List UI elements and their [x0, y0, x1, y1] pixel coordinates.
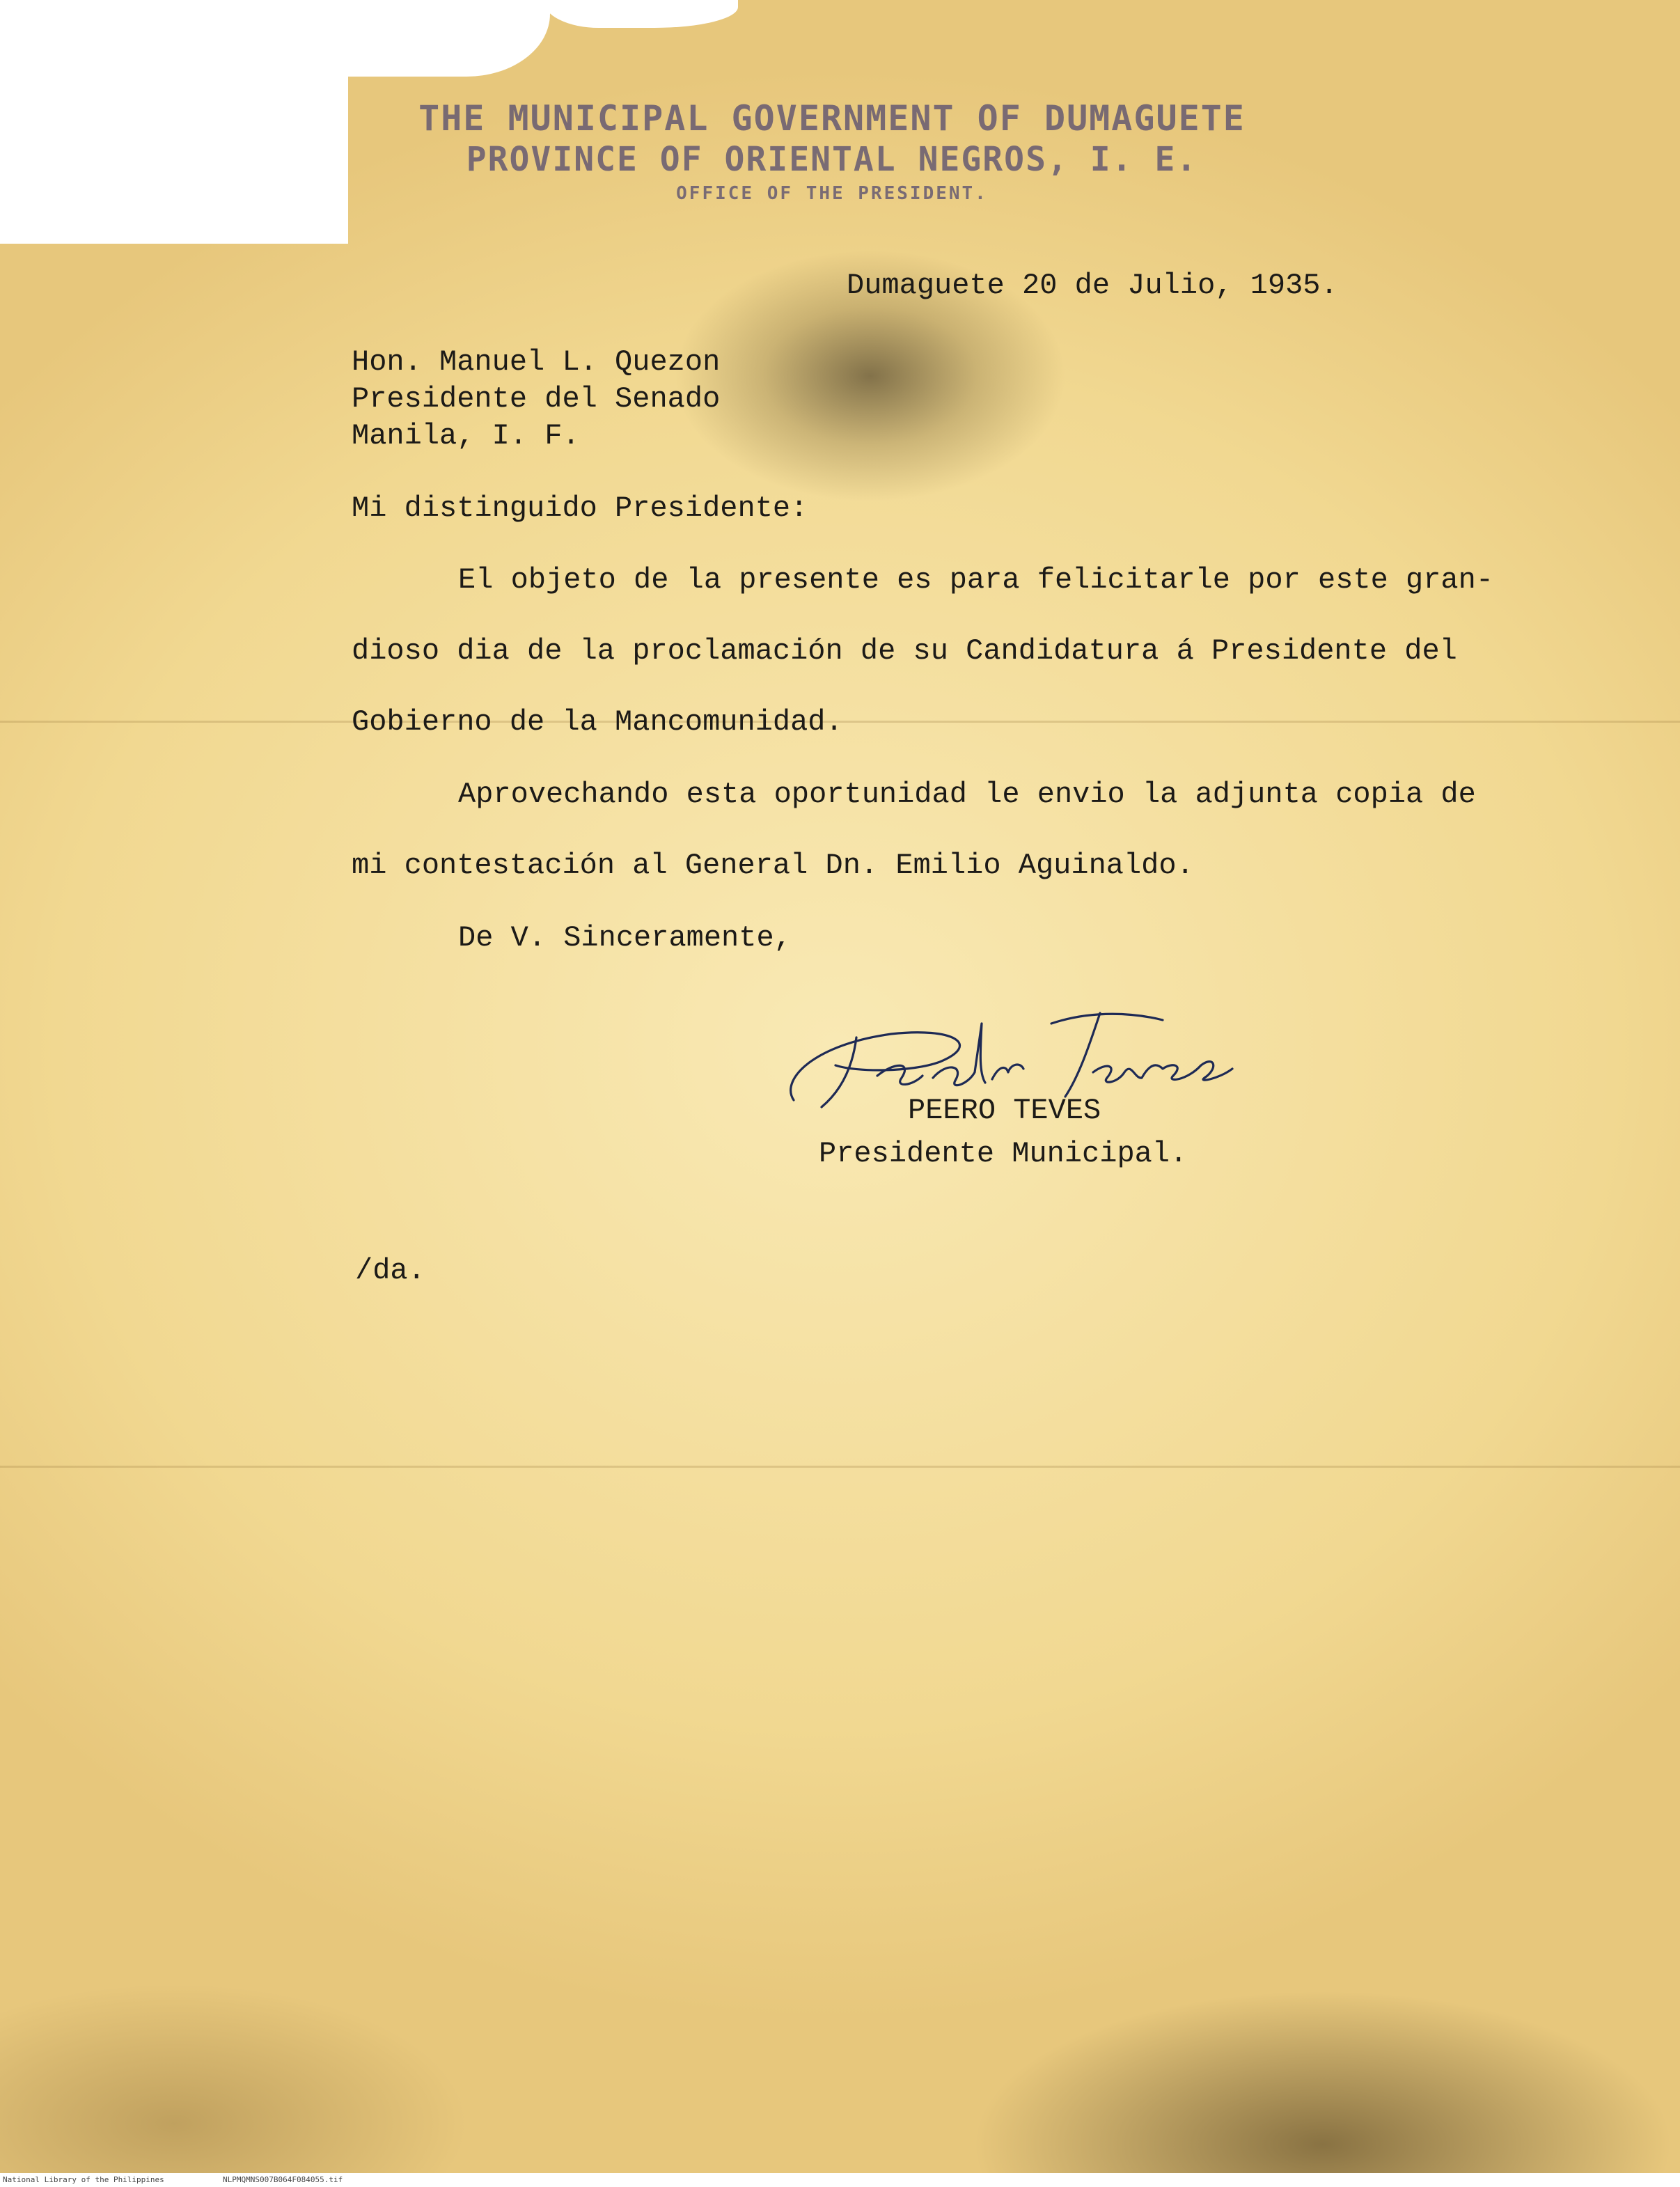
addressee-place: Manila, I. F. — [352, 419, 580, 453]
body-line: dioso dia de la proclamación de su Candidatura á Presidente del — [352, 634, 1457, 668]
body-line: El objeto de la presente es para felicitarle por este gran- — [458, 563, 1494, 597]
typist-initials: /da. — [355, 1254, 425, 1287]
body-line: Gobierno de la Mancomunidad. — [352, 705, 843, 739]
body-line: Aprovechando esta oportunidad le envio la adjunta copia de — [458, 778, 1476, 811]
salutation: Mi distinguido Presidente: — [352, 492, 808, 525]
letter-date: Dumaguete 20 de Julio, 1935. — [847, 269, 1338, 302]
addressee-title: Presidente del Senado — [352, 382, 721, 416]
letterhead-stamp — [390, 97, 1274, 207]
torn-edge — [543, 0, 738, 28]
fold-line — [0, 1466, 1680, 1468]
letterhead-line: THE MUNICIPAL GOVERNMENT OF DUMAGUETE — [418, 98, 1246, 139]
torn-corner — [0, 0, 348, 244]
body-line: mi contestación al General Dn. Emilio Aguinaldo. — [352, 849, 1194, 882]
footer-source: National Library of the Philippines — [3, 2175, 164, 2184]
closing: De V. Sinceramente, — [458, 921, 792, 955]
signer-name: PEERO TEVES — [908, 1094, 1101, 1127]
addressee-name: Hon. Manuel L. Quezon — [352, 345, 721, 379]
letterhead-line: OFFICE OF THE PRESIDENT. — [676, 183, 988, 204]
letterhead-line: PROVINCE OF ORIENTAL NEGROS, I. E. — [466, 140, 1198, 179]
torn-edge — [348, 0, 550, 77]
footer-filename: NLPMQMNS007B064F084055.tif — [223, 2175, 343, 2184]
scan-footer — [0, 2173, 1680, 2187]
signer-title: Presidente Municipal. — [819, 1137, 1188, 1170]
